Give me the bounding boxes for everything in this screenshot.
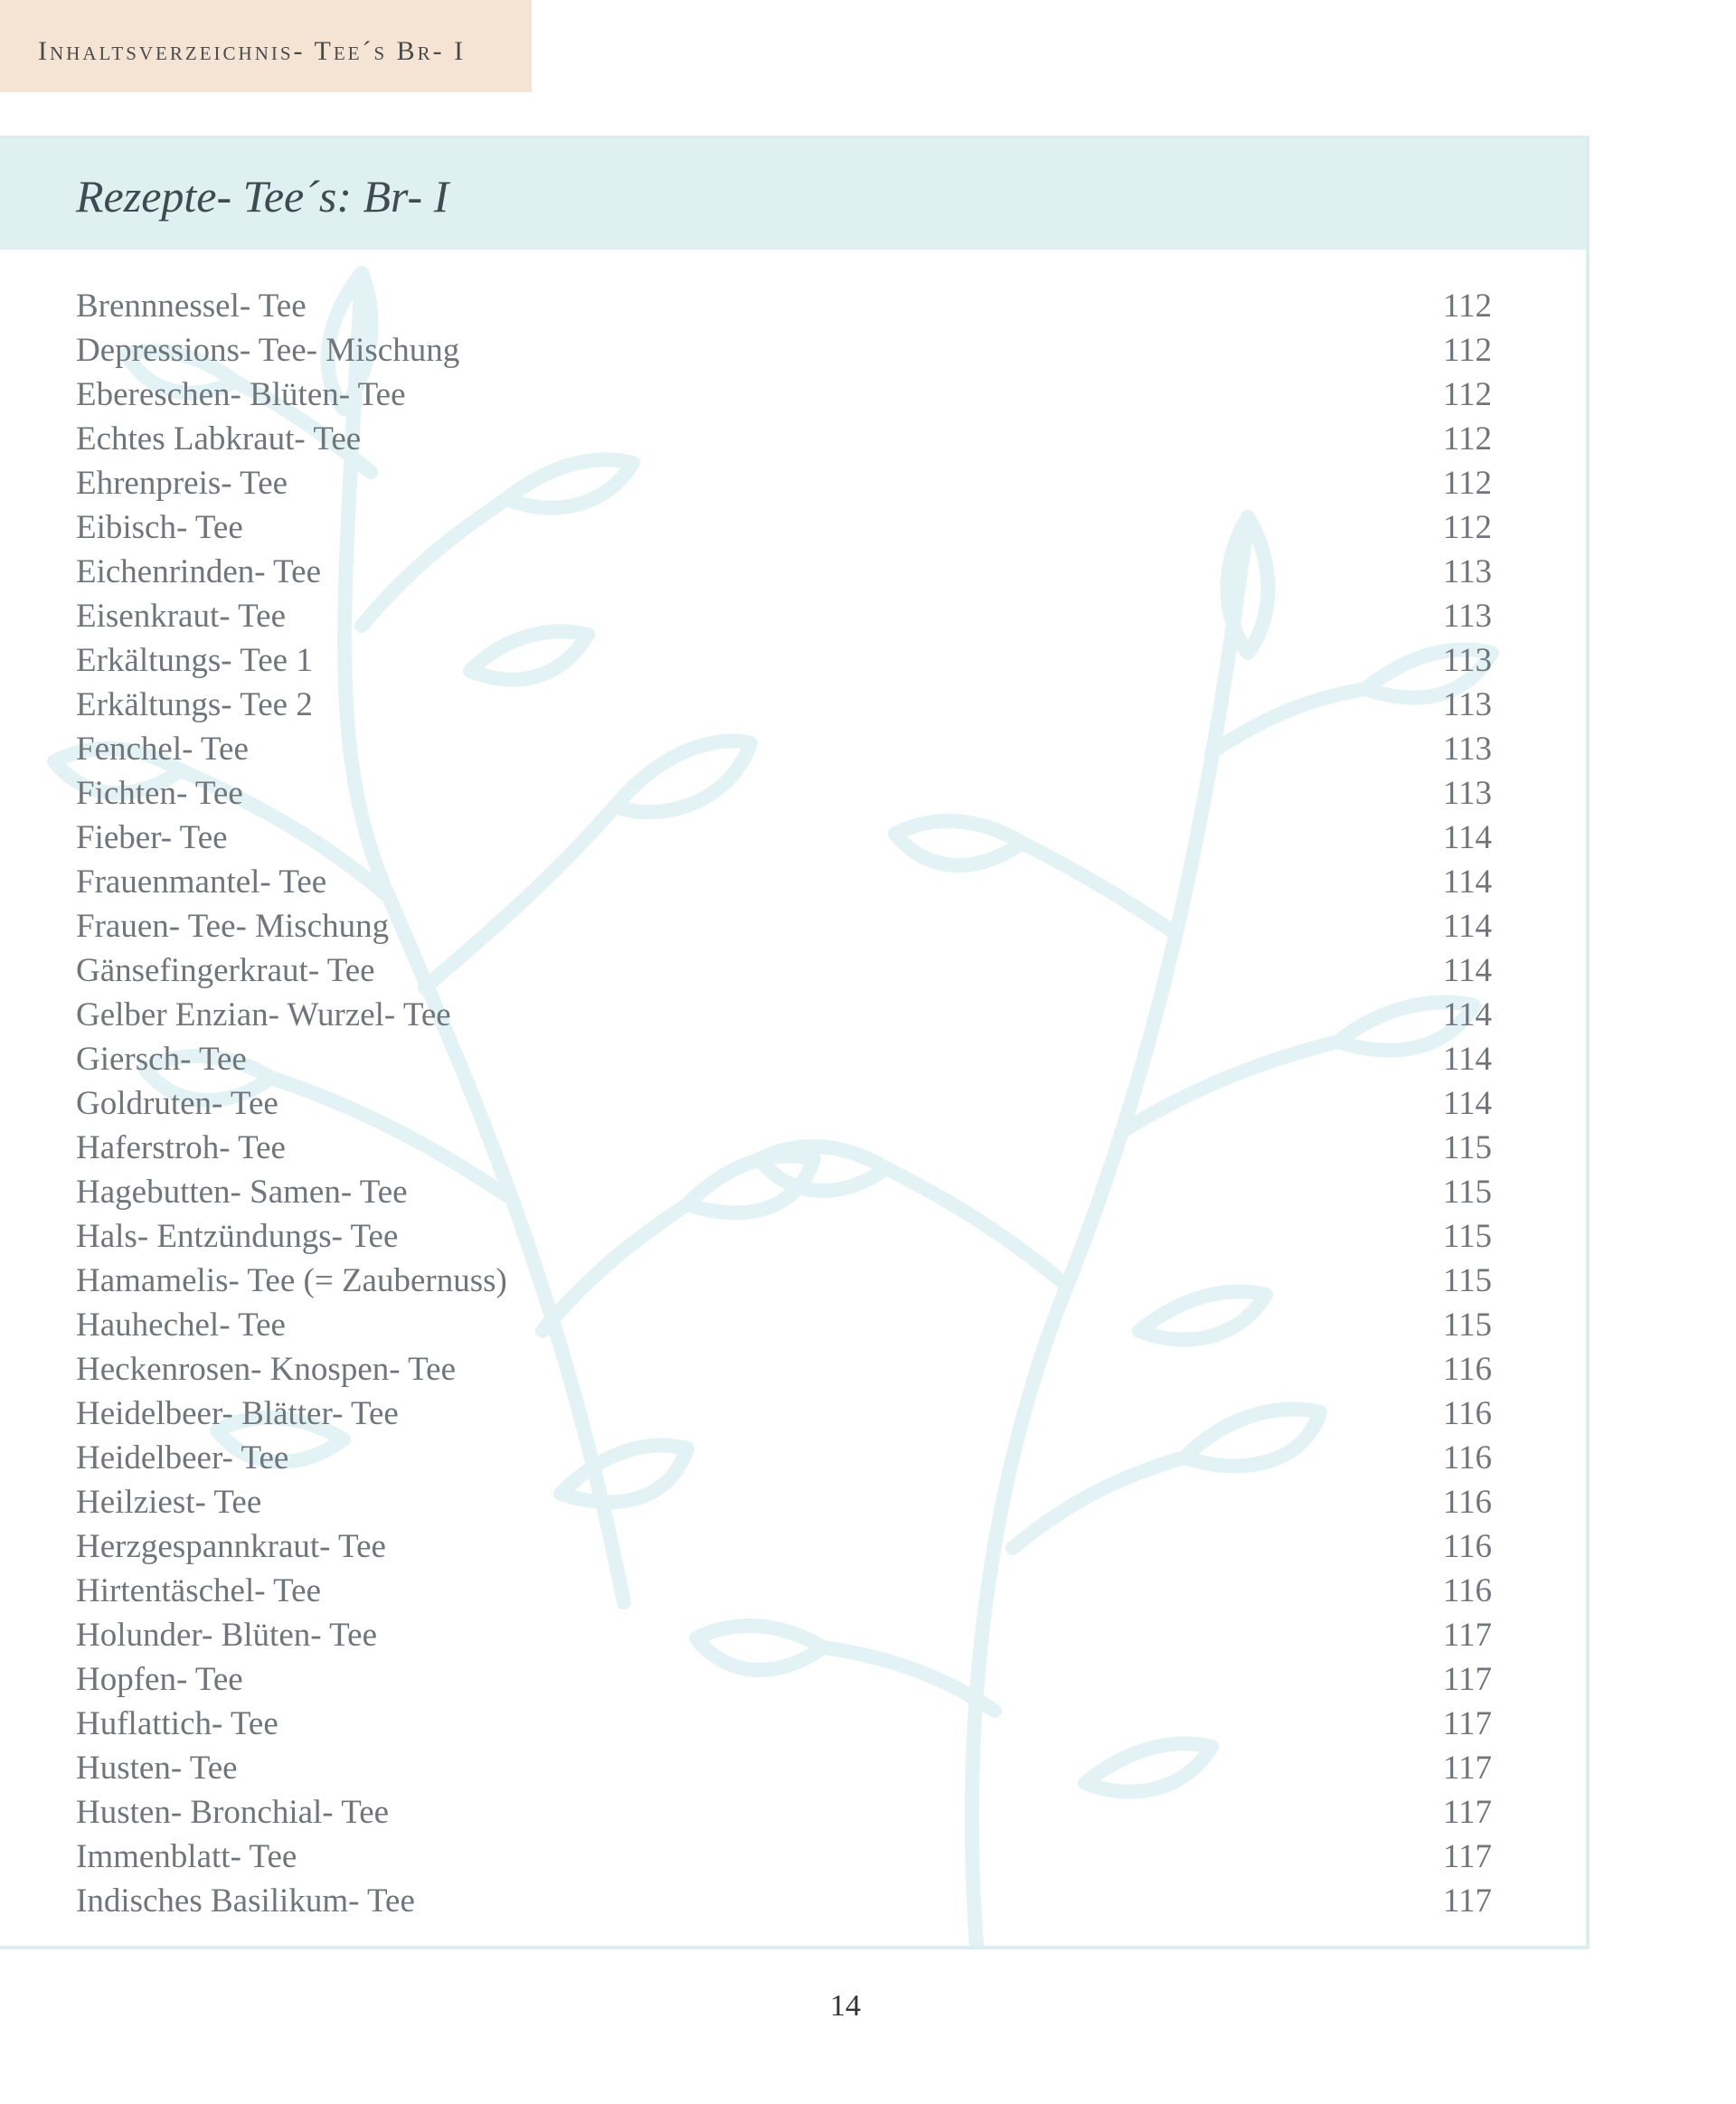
- toc-entry[interactable]: [76, 816, 1492, 860]
- toc-entry-title: Heckenrosen- Knospen- Tee: [76, 1351, 457, 1388]
- toc-entry-page: 117: [1442, 1661, 1492, 1698]
- toc-entry[interactable]: [76, 328, 1492, 373]
- toc-entry[interactable]: [76, 993, 1492, 1037]
- toc-entry[interactable]: [76, 505, 1492, 550]
- toc-entry-title: Husten- Bronchial- Tee: [76, 1794, 390, 1831]
- toc-entry-title: Hals- Entzündungs- Tee: [76, 1218, 399, 1255]
- toc-entry-title: Eichenrinden- Tee: [76, 553, 322, 590]
- toc-entry-title: Gänsefingerkraut- Tee: [76, 952, 375, 989]
- toc-entry-page: 113: [1442, 598, 1492, 635]
- running-header-title: Inhaltsverzeichnis- Tee´s Br- I: [38, 36, 467, 66]
- toc-entry[interactable]: [76, 1259, 1492, 1303]
- toc-entry[interactable]: [76, 948, 1492, 993]
- toc-entry-title: Ebereschen- Blüten- Tee: [76, 376, 406, 413]
- toc-entry-page: 115: [1442, 1174, 1492, 1211]
- toc-entry-title: Ehrenpreis- Tee: [76, 465, 288, 502]
- toc-entry[interactable]: [76, 727, 1492, 771]
- toc-entry-page: 114: [1442, 1085, 1492, 1122]
- toc-entry-page: 114: [1442, 908, 1492, 945]
- toc-entry-title: Hagebutten- Samen- Tee: [76, 1174, 408, 1211]
- toc-entry[interactable]: [76, 771, 1492, 816]
- toc-entry[interactable]: [76, 1392, 1492, 1436]
- toc-entry-title: Goldruten- Tee: [76, 1085, 278, 1122]
- toc-entry-page: 116: [1442, 1439, 1492, 1477]
- toc-entry-title: Fenchel- Tee: [76, 731, 249, 768]
- toc-entry-page: 114: [1442, 952, 1492, 989]
- toc-entry-title: Hamamelis- Tee (= Zaubernuss): [76, 1262, 507, 1299]
- section-title: Rezepte- Tee´s: Br- I: [76, 171, 449, 222]
- toc-entry[interactable]: [76, 1037, 1492, 1081]
- toc-entry[interactable]: [76, 1790, 1492, 1835]
- toc-entry-title: Heidelbeer- Blätter- Tee: [76, 1395, 399, 1432]
- toc-entry-page: 114: [1442, 1041, 1492, 1078]
- toc-entry-page: 116: [1442, 1351, 1492, 1388]
- toc-entry[interactable]: [76, 1613, 1492, 1657]
- toc-entry[interactable]: [76, 1480, 1492, 1524]
- toc-entry[interactable]: [76, 1436, 1492, 1480]
- toc-entry-page: 114: [1442, 996, 1492, 1033]
- toc-entry[interactable]: [76, 1746, 1492, 1790]
- toc-entry[interactable]: [76, 1879, 1492, 1923]
- toc-entry-page: 115: [1442, 1218, 1492, 1255]
- toc-entry-page: 116: [1442, 1395, 1492, 1432]
- toc-entry-page: 113: [1442, 686, 1492, 723]
- toc-entry[interactable]: [76, 1657, 1492, 1702]
- toc-entry-title: Giersch- Tee: [76, 1041, 247, 1078]
- toc-entry-title: Herzgespannkraut- Tee: [76, 1528, 386, 1565]
- toc-entry-title: Frauenmantel- Tee: [76, 863, 327, 901]
- toc-entry-page: 112: [1442, 465, 1492, 502]
- toc-entry-page: 117: [1442, 1838, 1492, 1875]
- toc-entry[interactable]: [76, 1214, 1492, 1259]
- toc-entry[interactable]: [76, 1126, 1492, 1170]
- toc-entry[interactable]: [76, 594, 1492, 638]
- toc-entry[interactable]: [76, 683, 1492, 727]
- toc-entry[interactable]: [76, 1569, 1492, 1613]
- toc-entry-title: Frauen- Tee- Mischung: [76, 908, 390, 945]
- toc-entry[interactable]: [76, 1303, 1492, 1347]
- toc-entry[interactable]: [76, 638, 1492, 683]
- toc-entry-title: Heidelbeer- Tee: [76, 1439, 289, 1477]
- toc-entry-page: 115: [1442, 1262, 1492, 1299]
- toc-entry-page: 117: [1442, 1794, 1492, 1831]
- toc-entry-page: 112: [1442, 420, 1492, 458]
- toc-entry-page: 112: [1442, 509, 1492, 546]
- toc-entry-page: 116: [1442, 1528, 1492, 1565]
- toc-entry[interactable]: [76, 373, 1492, 417]
- toc-entry[interactable]: [76, 1347, 1492, 1392]
- toc-entry-page: 117: [1442, 1705, 1492, 1742]
- toc-entry[interactable]: [76, 284, 1492, 328]
- toc-entry-title: Gelber Enzian- Wurzel- Tee: [76, 996, 451, 1033]
- toc-entry-page: 115: [1442, 1129, 1492, 1166]
- toc-entry-title: Holunder- Blüten- Tee: [76, 1617, 377, 1654]
- toc-entry-page: 113: [1442, 642, 1492, 679]
- toc-entry-page: 114: [1442, 863, 1492, 901]
- toc-entry[interactable]: [76, 860, 1492, 904]
- toc-entry-page: 115: [1442, 1307, 1492, 1344]
- toc-entry[interactable]: [76, 1081, 1492, 1126]
- toc-entry-page: 116: [1442, 1484, 1492, 1521]
- toc-entry-title: Hauhechel- Tee: [76, 1307, 286, 1344]
- toc-entry[interactable]: [76, 1170, 1492, 1214]
- toc-entry[interactable]: [76, 1702, 1492, 1746]
- toc-entry-title: Eisenkraut- Tee: [76, 598, 286, 635]
- toc-entry[interactable]: [76, 550, 1492, 594]
- toc-entry-title: Indisches Basilikum- Tee: [76, 1882, 415, 1920]
- toc-entry-title: Erkältungs- Tee 1: [76, 642, 313, 679]
- toc-entry-title: Eibisch- Tee: [76, 509, 243, 546]
- toc-entry-title: Echtes Labkraut- Tee: [76, 420, 362, 458]
- toc-entry-page: 113: [1442, 775, 1492, 812]
- toc-entry-page: 114: [1442, 819, 1492, 856]
- toc-entry-page: 112: [1442, 376, 1492, 413]
- toc-entry-title: Hopfen- Tee: [76, 1661, 243, 1698]
- page-number: 14: [830, 1989, 861, 2023]
- toc-list: [76, 284, 1492, 1923]
- toc-entry[interactable]: [76, 461, 1492, 505]
- toc-entry-page: 117: [1442, 1617, 1492, 1654]
- toc-entry-page: 116: [1442, 1572, 1492, 1609]
- toc-entry-title: Erkältungs- Tee 2: [76, 686, 313, 723]
- toc-entry-title: Immenblatt- Tee: [76, 1838, 297, 1875]
- toc-entry-page: 112: [1442, 288, 1492, 325]
- toc-entry-page: 112: [1442, 332, 1492, 369]
- toc-entry-page: 117: [1442, 1882, 1492, 1920]
- toc-entry[interactable]: [76, 1524, 1492, 1569]
- toc-entry-title: Depressions- Tee- Mischung: [76, 332, 460, 369]
- toc-entry-title: Haferstroh- Tee: [76, 1129, 286, 1166]
- toc-entry-page: 117: [1442, 1750, 1492, 1787]
- toc-entry-title: Heilziest- Tee: [76, 1484, 262, 1521]
- running-header-tab: [0, 0, 532, 92]
- toc-entry[interactable]: [76, 417, 1492, 461]
- toc-entry-title: Fichten- Tee: [76, 775, 243, 812]
- toc-entry[interactable]: [76, 1835, 1492, 1879]
- toc-entry-page: 113: [1442, 731, 1492, 768]
- toc-entry-title: Fieber- Tee: [76, 819, 228, 856]
- toc-entry-title: Husten- Tee: [76, 1750, 238, 1787]
- toc-entry-title: Brennnessel- Tee: [76, 288, 307, 325]
- toc-entry-title: Hirtentäschel- Tee: [76, 1572, 322, 1609]
- section-header-band: [0, 139, 1586, 250]
- toc-entry-page: 113: [1442, 553, 1492, 590]
- toc-entry[interactable]: [76, 904, 1492, 948]
- toc-entry-title: Huflattich- Tee: [76, 1705, 278, 1742]
